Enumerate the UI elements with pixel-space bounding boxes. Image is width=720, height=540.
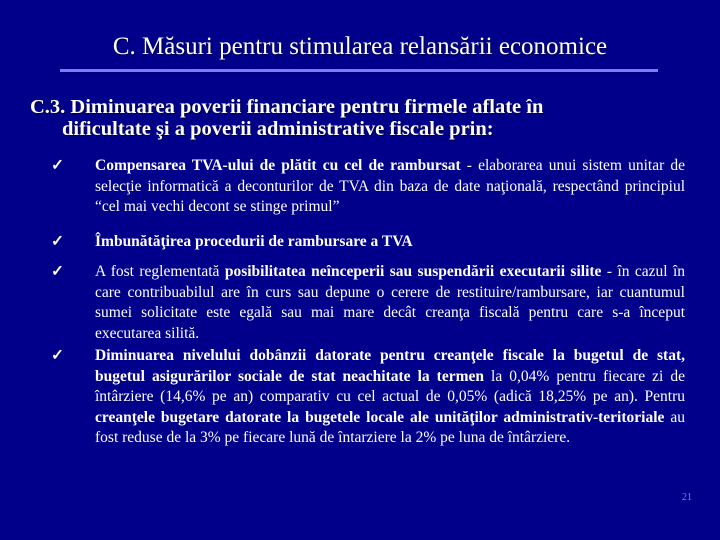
item-lead: Compensarea TVA-ului de plătit cu cel de rambursat bbox=[95, 157, 461, 174]
item-detail: - în cazul în care contribuabilul are în curs sau depune o cerere de restituire/rambursare, iar cuantumul sumei solicitate este egală sau mai mare decât creanţa fiscală pentru care s-a început executarea silită. bbox=[95, 263, 686, 342]
item-lead: posibilitatea neînceperii sau suspendării executarii silite bbox=[224, 263, 602, 280]
item-lead: Diminuarea nivelului dobânzii datorate pentru creanţele fiscale la bugetul de stat, bugetul asigurărilor sociale de stat neachitate la termen bbox=[95, 347, 685, 385]
checkmark-icon: ✓ bbox=[51, 157, 64, 174]
list-item bbox=[51, 232, 685, 253]
item-detail: la 0,04% pentru fiecare zi de întârziere (14,6% pe an) comparativ cu cel actual de 0,05% (adică 18,25% pe an). Pentru bbox=[95, 367, 685, 405]
list-item-text bbox=[73, 232, 685, 253]
item-detail: - elaborarea unui sistem unitar de selecţie informatică a deconturilor de TVA din baza de date naţională, respectând principiul “cel mai vechi decont se stinge primul” bbox=[95, 157, 685, 215]
item-prefix: A fost reglementată bbox=[95, 263, 225, 280]
item-lead: Îmbunătăţirea procedurii de rambursare a TVA bbox=[95, 233, 413, 250]
list-item-text bbox=[73, 262, 685, 344]
checkmark-icon: ✓ bbox=[51, 233, 64, 250]
checkmark-icon: ✓ bbox=[51, 347, 64, 364]
title-underline bbox=[60, 69, 658, 72]
list-item-text bbox=[73, 156, 685, 218]
checkmark-icon: ✓ bbox=[51, 263, 64, 280]
list-item-text bbox=[73, 346, 685, 449]
item-detail-2: au fost reduse de la 3% pe fiecare lună de întarziere la 2% pe luna de întârziere. bbox=[95, 408, 685, 446]
subtitle-line-2: dificultate şi a poverii administrative fiscale prin: bbox=[62, 118, 494, 140]
slide-title: C. Măsuri pentru stimularea relansării economice bbox=[112, 33, 608, 60]
list-item bbox=[51, 346, 685, 449]
list-item bbox=[51, 262, 686, 344]
subtitle-line-1: C.3. Diminuarea poverii financiare pentru firmele aflate în bbox=[30, 96, 544, 118]
item-lead-2: creanţele bugetare datorate la bugetele locale ale unităţilor administrativ-teritoriale bbox=[95, 408, 665, 426]
section-subtitle bbox=[30, 96, 688, 140]
list-item bbox=[51, 156, 685, 218]
page-number: 21 bbox=[682, 492, 692, 503]
